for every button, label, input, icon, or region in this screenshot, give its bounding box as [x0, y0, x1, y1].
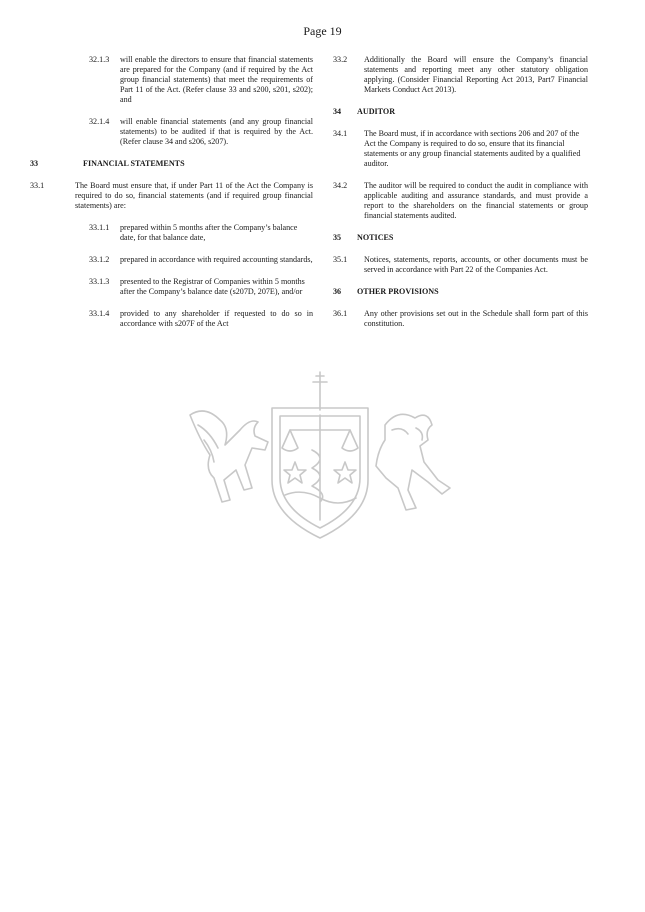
clause-number: 36.1 [333, 309, 348, 318]
clause-number: 32.1.3 [89, 55, 110, 64]
heading-title: FINANCIAL STATEMENTS [83, 159, 185, 168]
clause-text: prepared within 5 months after the Company’s balance date, for that balance date, [120, 223, 298, 242]
clause-text: will enable the directors to ensure that financial statements are prepared for the Company (and if required by the Act group financial statements) that meet the requirements of Part 11 of the Act. (Refer clause 33 and s200, s201, s202); and [120, 55, 313, 104]
clause-36-1 [333, 309, 588, 329]
right-column [333, 55, 588, 341]
clause-number: 32.1.4 [89, 117, 110, 126]
clause-number: 33.1 [30, 181, 45, 190]
clause-number: 34.1 [333, 129, 348, 138]
heading-number: 35 [333, 233, 342, 242]
clause-text: provided to any shareholder if requested to do so in accordance with s207F of the Act [120, 309, 313, 328]
clause-number: 33.1.3 [89, 277, 110, 286]
heading-title: AUDITOR [357, 107, 396, 116]
clause-33-1 [30, 181, 313, 211]
clause-text: The auditor will be required to conduct the audit in compliance with applicable auditing and assurance standards, and must provide a report to the shareholders on the financial statements or group financial statements audited. [364, 181, 588, 220]
clause-text: The Board must ensure that, if under Part 11 of the Act the Company is required to do so, financial statements (and if required group financial statements) are: [75, 181, 313, 210]
heading-title: NOTICES [357, 233, 394, 242]
clause-35-1 [333, 255, 588, 275]
clause-text: The Board must, if in accordance with sections 206 and 207 of the Act the Company is required to do so, ensure that its financial statements or any group financial statements audited by a qualified auditor. [364, 129, 581, 168]
clause-text: will enable financial statements (and any group financial statements) to be audited if that is required by the Act. (Refer clause 34 and s206, s207). [120, 117, 313, 146]
clause-34-1 [333, 129, 588, 169]
clause-text: prepared in accordance with required accounting standards, [120, 255, 313, 264]
heading-34 [333, 107, 588, 117]
clause-33-1-2 [30, 255, 313, 265]
left-column [30, 55, 313, 341]
heading-33 [30, 159, 313, 169]
clause-number: 35.1 [333, 255, 348, 264]
clause-number: 33.1.1 [89, 223, 110, 232]
page-header: Page 19 [303, 24, 342, 38]
clause-34-2 [333, 181, 588, 221]
clause-number: 33.2 [333, 55, 348, 64]
clause-33-1-1 [30, 223, 313, 243]
clause-33-2 [333, 55, 588, 95]
clause-33-1-4 [30, 309, 313, 329]
clause-32-1-3 [30, 55, 313, 105]
clause-text: Any other provisions set out in the Schedule shall form part of this constitution. [364, 309, 588, 328]
heading-title: OTHER PROVISIONS [357, 287, 439, 296]
clause-number: 34.2 [333, 181, 348, 190]
clause-number: 33.1.4 [89, 309, 110, 318]
crest-watermark [180, 370, 460, 545]
clause-33-1-3 [30, 277, 313, 297]
heading-number: 33 [30, 159, 39, 168]
clause-number: 33.1.2 [89, 255, 110, 264]
heading-35 [333, 233, 588, 243]
clause-32-1-4 [30, 117, 313, 147]
heading-number: 34 [333, 107, 342, 116]
clause-text: presented to the Registrar of Companies within 5 months after the Company’s balance date (s207D, 207E), and/or [120, 277, 305, 296]
heading-36 [333, 287, 588, 297]
heading-number: 36 [333, 287, 342, 296]
clause-text: Notices, statements, reports, accounts, or other documents must be served in accordance with Part 22 of the Companies Act. [364, 255, 588, 274]
clause-text: Additionally the Board will ensure the Company’s financial statements and reporting meet any other statutory obligation applying. (Consider Financial Reporting Act 2013, Part7 Financial Markets Conduct Act 2013). [364, 55, 588, 94]
